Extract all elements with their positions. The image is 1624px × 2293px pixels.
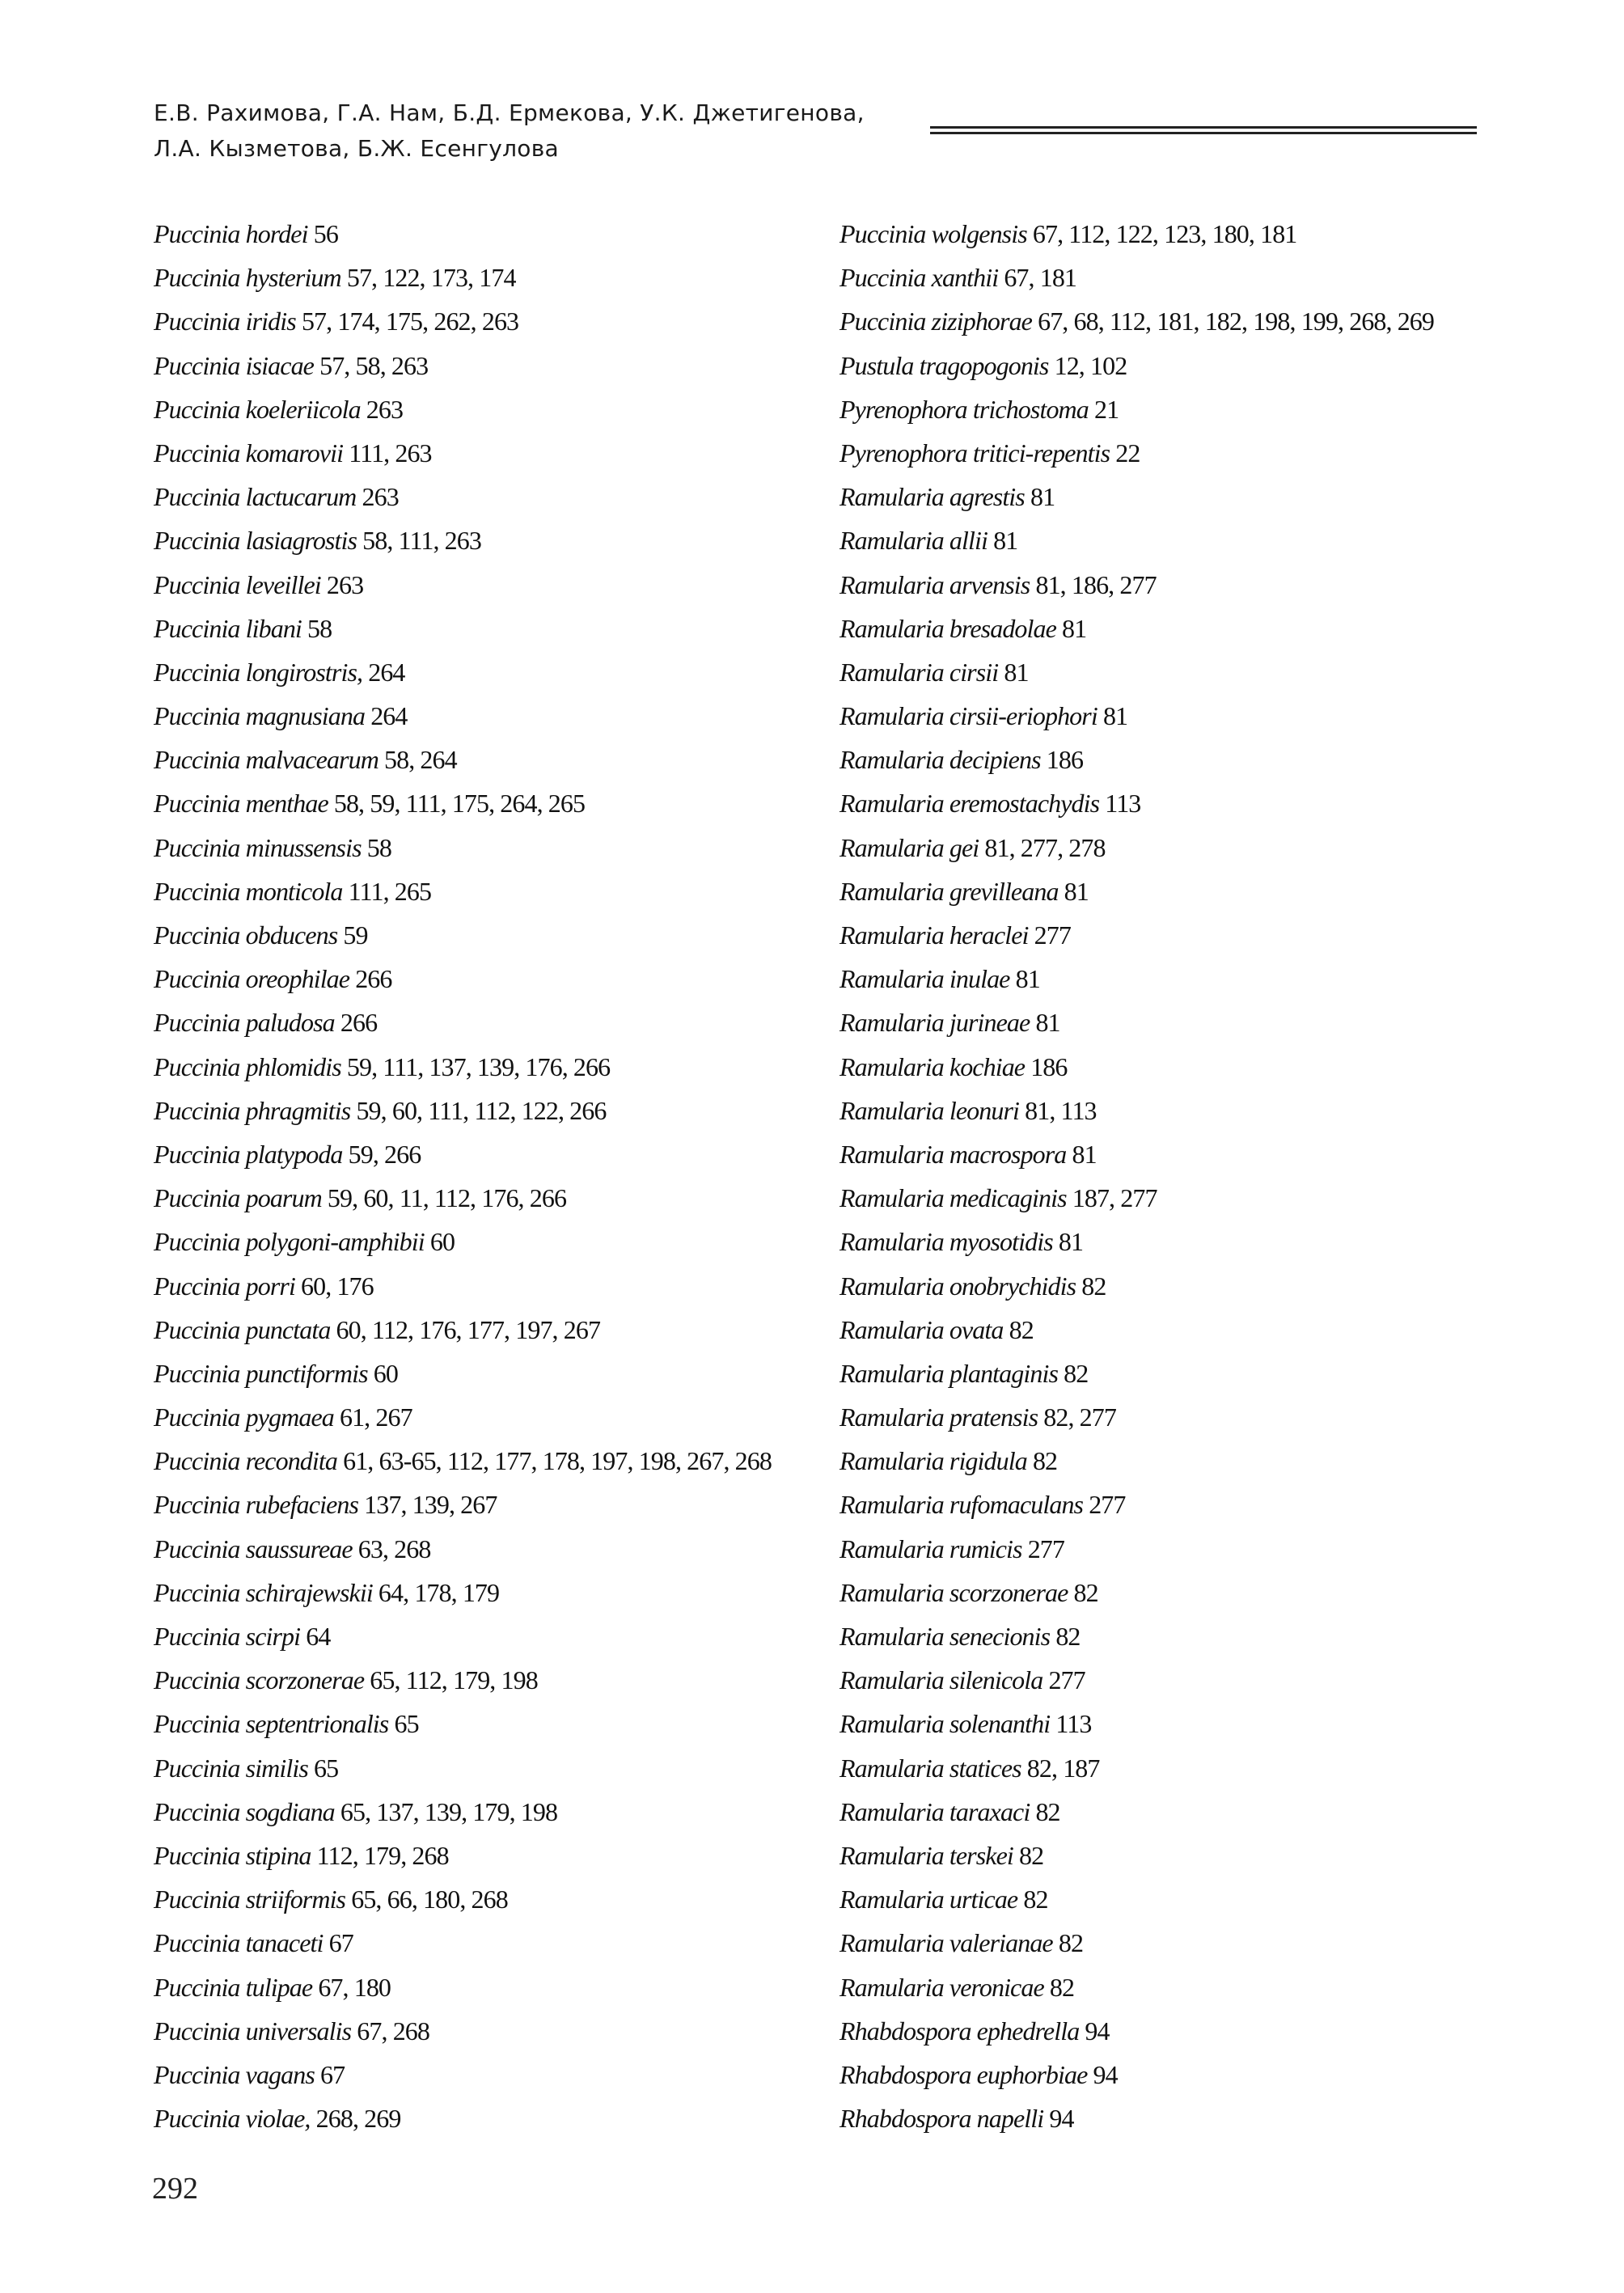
index-entry xyxy=(839,1439,1503,1483)
page-references: 111, 263 xyxy=(349,438,432,467)
species-name: Ramularia allii xyxy=(839,526,988,556)
page-references: 263 xyxy=(366,394,404,424)
index-entry xyxy=(839,431,1503,475)
page-references: 64, 178, 179 xyxy=(378,1577,500,1607)
index-entry xyxy=(154,1527,817,1571)
species-name: Puccinia iridis xyxy=(154,307,296,336)
index-entry xyxy=(839,2096,1503,2140)
page-references: 81 xyxy=(1072,1139,1097,1169)
index-entry xyxy=(154,518,817,562)
index-entry xyxy=(839,1483,1503,1526)
species-name: Ramularia agrestis xyxy=(839,482,1025,512)
species-name: Ramularia ovata xyxy=(839,1314,1004,1344)
index-entry xyxy=(154,387,817,431)
species-name: Ramularia solenanthi xyxy=(839,1709,1051,1739)
page-references: 57, 174, 175, 262, 263 xyxy=(301,307,519,336)
page-references: 58, 59, 111, 175, 264, 265 xyxy=(333,789,586,819)
page-references: 82, 277 xyxy=(1043,1402,1116,1432)
running-header xyxy=(154,95,922,167)
index-entry xyxy=(839,694,1503,738)
index-entry xyxy=(839,256,1503,299)
species-name: Ramularia silenicola xyxy=(839,1665,1043,1695)
page-references: 264 xyxy=(370,701,408,731)
index-entry xyxy=(154,607,817,650)
index-column-right xyxy=(839,212,1503,2140)
species-name: Puccinia leveillei xyxy=(154,569,321,599)
species-name: Ramularia urticae xyxy=(839,1885,1018,1914)
page-references: 82 xyxy=(1009,1314,1034,1344)
page-references: 65 xyxy=(314,1753,339,1783)
index-entry xyxy=(154,1746,817,1790)
species-name: Ramularia macrospora xyxy=(839,1139,1067,1169)
page-references: 65, 112, 179, 198 xyxy=(370,1665,538,1695)
index-entry xyxy=(154,1790,817,1834)
species-name: Ramularia cirsii-eriophori xyxy=(839,701,1097,731)
index-entry xyxy=(154,957,817,1001)
page-references: 264 xyxy=(368,657,405,687)
species-name: Puccinia menthae xyxy=(154,789,328,819)
index-entry xyxy=(839,344,1503,387)
index-entry xyxy=(839,1264,1503,1308)
index-entry xyxy=(839,518,1503,562)
index-entry xyxy=(154,431,817,475)
page-references: 82 xyxy=(1064,1358,1089,1388)
index-entry xyxy=(154,256,817,299)
species-name: Puccinia tanaceti xyxy=(154,1928,324,1958)
page-references: 58 xyxy=(307,613,332,643)
species-name: Puccinia phlomidis xyxy=(154,1051,341,1081)
page-references: 60, 176 xyxy=(301,1271,374,1301)
page-references: 60 xyxy=(429,1227,455,1257)
species-name: Puccinia saussureae xyxy=(154,1534,353,1563)
species-name: Puccinia striiformis xyxy=(154,1885,346,1914)
index-entry xyxy=(839,869,1503,913)
index-entry xyxy=(839,1045,1503,1089)
index-entry xyxy=(154,1308,817,1352)
page-references: 81, 186, 277 xyxy=(1035,569,1157,599)
page-references: 81 xyxy=(1004,657,1029,687)
index-entry xyxy=(154,1571,817,1614)
species-name: Puccinia obducens xyxy=(154,920,338,950)
species-name: Ramularia eremostachydis xyxy=(839,789,1100,819)
page-references: 60 xyxy=(373,1358,398,1388)
species-name: Ramularia bresadolae xyxy=(839,613,1056,643)
index-entry xyxy=(839,1089,1503,1132)
index-entry xyxy=(839,957,1503,1001)
page-references: 186 xyxy=(1030,1051,1068,1081)
index-entry xyxy=(154,1702,817,1745)
index-entry xyxy=(154,344,817,387)
index-entry xyxy=(839,826,1503,869)
index-entry xyxy=(839,1527,1503,1571)
species-name: Ramularia grevilleana xyxy=(839,876,1059,906)
species-name: Ramularia jurineae xyxy=(839,1008,1030,1038)
index-entry xyxy=(154,1176,817,1220)
species-name: Puccinia ziziphorae xyxy=(839,307,1032,336)
index-entry xyxy=(839,913,1503,957)
page-references: 112, 179, 268 xyxy=(316,1840,449,1870)
index-entry xyxy=(839,299,1503,343)
index-entry xyxy=(154,781,817,825)
index-entry xyxy=(154,1132,817,1176)
page-references: 81 xyxy=(1064,876,1089,906)
header-authors-line-2: Л.А. Кызметова, Б.Ж. Есенгулова xyxy=(154,135,559,162)
index-entry xyxy=(839,1877,1503,1921)
species-name: Puccinia universalis xyxy=(154,2016,352,2046)
index-entry xyxy=(154,2053,817,2096)
species-name: Ramularia senecionis xyxy=(839,1622,1051,1651)
index-entry xyxy=(154,475,817,518)
index-entry xyxy=(154,1921,817,1965)
page-references: 21 xyxy=(1093,394,1119,424)
species-name: Puccinia lactucarum xyxy=(154,482,357,512)
page-references: 67, 180 xyxy=(318,1972,391,2002)
page-references: 81 xyxy=(1015,964,1040,994)
species-name: Puccinia minussensis xyxy=(154,832,362,862)
species-name: Puccinia polygoni-amphibii xyxy=(154,1227,425,1257)
page-references: 82, 187 xyxy=(1026,1753,1100,1783)
species-name: Ramularia cirsii xyxy=(839,657,999,687)
page-references: 67, 268 xyxy=(357,2016,429,2046)
index-entry xyxy=(154,1614,817,1658)
index-entry xyxy=(839,1790,1503,1834)
index-entry xyxy=(839,781,1503,825)
page-references: 81, 277, 278 xyxy=(984,832,1106,862)
index-entry xyxy=(839,1352,1503,1395)
index-entry xyxy=(154,650,817,694)
species-name: Puccinia libani xyxy=(154,613,302,643)
index-entry xyxy=(839,650,1503,694)
species-name: Ramularia rufomaculans xyxy=(839,1490,1084,1520)
species-name: Ramularia inulae xyxy=(839,964,1010,994)
page-references: 82 xyxy=(1019,1840,1044,1870)
index-entry xyxy=(839,1834,1503,1877)
page-references: 277 xyxy=(1027,1534,1065,1563)
species-name: Ramularia veronicae xyxy=(839,1972,1044,2002)
index-entry xyxy=(154,563,817,607)
page-references: 59 xyxy=(343,920,368,950)
page-references: 67 xyxy=(320,2059,345,2089)
species-name: Puccinia monticola xyxy=(154,876,343,906)
species-name: Puccinia violae, xyxy=(154,2104,311,2134)
index-entry xyxy=(839,387,1503,431)
index-entry xyxy=(154,1089,817,1132)
page-references: 67, 181 xyxy=(1004,263,1077,293)
page-references: 65 xyxy=(394,1709,419,1739)
page-references: 94 xyxy=(1085,2016,1110,2046)
page-references: 12, 102 xyxy=(1054,350,1127,380)
species-name: Ramularia terskei xyxy=(839,1840,1013,1870)
species-name: Puccinia recondita xyxy=(154,1446,337,1476)
index-entry xyxy=(154,1965,817,2009)
page-number: 292 xyxy=(152,2172,198,2206)
page-references: 82 xyxy=(1023,1885,1048,1914)
page-references: 82 xyxy=(1032,1446,1058,1476)
page-references: 113 xyxy=(1105,789,1141,819)
page-references: 61, 63-65, 112, 177, 178, 197, 198, 267, 268 xyxy=(343,1446,772,1476)
species-name: Pustula tragopogonis xyxy=(839,350,1049,380)
species-name: Puccinia isiacae xyxy=(154,350,314,380)
index-entry xyxy=(839,2053,1503,2096)
species-name: Ramularia heraclei xyxy=(839,920,1029,950)
species-name: Puccinia tulipae xyxy=(154,1972,313,2002)
page-references: 65, 66, 180, 268 xyxy=(351,1885,508,1914)
page-references: 82 xyxy=(1049,1972,1075,2002)
page-references: 263 xyxy=(362,482,399,512)
page-references: 59, 266 xyxy=(348,1139,421,1169)
index-entry xyxy=(839,1746,1503,1790)
page-references: 137, 139, 267 xyxy=(364,1490,497,1520)
species-name: Puccinia schirajewskii xyxy=(154,1577,373,1607)
page-references: 61, 267 xyxy=(339,1402,412,1432)
index-entry xyxy=(154,694,817,738)
page-references: 94 xyxy=(1049,2104,1074,2134)
index-entry xyxy=(839,1965,1503,2009)
species-name: Pyrenophora tritici-repentis xyxy=(839,438,1110,467)
species-name: Puccinia malvacearum xyxy=(154,745,379,775)
species-name: Puccinia scirpi xyxy=(154,1622,301,1651)
species-name: Ramularia arvensis xyxy=(839,569,1030,599)
index-entry xyxy=(839,738,1503,781)
species-name: Puccinia magnusiana xyxy=(154,701,366,731)
species-name: Puccinia hordei xyxy=(154,219,308,248)
page-references: 81 xyxy=(1102,701,1128,731)
species-name: Rhabdospora ephedrella xyxy=(839,2016,1080,2046)
index-entry xyxy=(839,475,1503,518)
species-name: Puccinia komarovii xyxy=(154,438,344,467)
header-double-rule xyxy=(930,126,1477,129)
species-name: Ramularia decipiens xyxy=(839,745,1041,775)
page-references: 67, 112, 122, 123, 180, 181 xyxy=(1032,219,1297,248)
page-references: 113 xyxy=(1055,1709,1092,1739)
index-entry xyxy=(154,913,817,957)
page-references: 58, 264 xyxy=(384,745,457,775)
index-entry xyxy=(839,1395,1503,1439)
species-name: Ramularia rigidula xyxy=(839,1446,1027,1476)
species-name: Puccinia oreophilae xyxy=(154,964,350,994)
page-references: 56 xyxy=(313,219,338,248)
species-name: Ramularia plantaginis xyxy=(839,1358,1059,1388)
index-entry xyxy=(839,1001,1503,1044)
species-name: Ramularia leonuri xyxy=(839,1095,1020,1125)
page-references: 67, 68, 112, 181, 182, 198, 199, 268, 269 xyxy=(1038,307,1435,336)
index-column-left xyxy=(154,212,817,2140)
page-references: 81, 113 xyxy=(1025,1095,1097,1125)
index-entry xyxy=(154,1658,817,1702)
index-entry xyxy=(839,1702,1503,1745)
page-references: 65, 137, 139, 179, 198 xyxy=(340,1796,558,1826)
index-entry xyxy=(154,2009,817,2053)
species-name: Ramularia scorzonerae xyxy=(839,1577,1068,1607)
species-name: Puccinia stipina xyxy=(154,1840,311,1870)
species-name: Ramularia medicaginis xyxy=(839,1183,1067,1213)
index-entry xyxy=(154,299,817,343)
index-entry xyxy=(154,1877,817,1921)
species-name: Puccinia scorzonerae xyxy=(154,1665,365,1695)
species-name: Puccinia porri xyxy=(154,1271,295,1301)
species-name: Puccinia platypoda xyxy=(154,1139,343,1169)
page-references: 82 xyxy=(1081,1271,1106,1301)
index-entry xyxy=(839,1220,1503,1263)
species-name: Rhabdospora napelli xyxy=(839,2104,1044,2134)
page-references: 60, 112, 176, 177, 197, 267 xyxy=(336,1314,601,1344)
species-name: Pyrenophora trichostoma xyxy=(839,394,1089,424)
species-name: Puccinia xanthii xyxy=(839,263,999,293)
page-references: 81 xyxy=(993,526,1018,556)
species-name: Ramularia valerianae xyxy=(839,1928,1053,1958)
index-entry xyxy=(839,1571,1503,1614)
species-name: Rhabdospora euphorbiae xyxy=(839,2059,1088,2089)
species-name: Puccinia wolgensis xyxy=(839,219,1027,248)
page-references: 111, 265 xyxy=(348,876,432,906)
species-name: Puccinia similis xyxy=(154,1753,308,1783)
species-name: Puccinia longirostris, xyxy=(154,657,363,687)
species-name: Puccinia punctiformis xyxy=(154,1358,368,1388)
page-references: 64 xyxy=(306,1622,331,1651)
index-entry xyxy=(839,1176,1503,1220)
species-name: Puccinia koeleriicola xyxy=(154,394,361,424)
species-name: Puccinia sogdiana xyxy=(154,1796,335,1826)
index-entry xyxy=(839,1132,1503,1176)
index-entry xyxy=(839,1921,1503,1965)
species-name: Puccinia pygmaea xyxy=(154,1402,334,1432)
page-references: 59, 60, 111, 112, 122, 266 xyxy=(356,1095,607,1125)
page-references: 266 xyxy=(340,1008,378,1038)
page-references: 67 xyxy=(328,1928,353,1958)
species-name: Ramularia pratensis xyxy=(839,1402,1038,1432)
index-entry xyxy=(154,212,817,256)
page-references: 82 xyxy=(1073,1577,1098,1607)
page-references: 57, 58, 263 xyxy=(319,350,429,380)
index-entry xyxy=(154,1001,817,1044)
species-name: Ramularia gei xyxy=(839,832,979,862)
species-name: Ramularia rumicis xyxy=(839,1534,1022,1563)
index-entry xyxy=(154,1834,817,1877)
species-name: Puccinia lasiagrostis xyxy=(154,526,357,556)
page-references: 186 xyxy=(1046,745,1084,775)
page-references: 63, 268 xyxy=(357,1534,431,1563)
page-references: 81 xyxy=(1062,613,1087,643)
index-entry xyxy=(154,869,817,913)
page-references: 187, 277 xyxy=(1072,1183,1157,1213)
index-entry xyxy=(154,1352,817,1395)
page-references: 268, 269 xyxy=(315,2104,401,2134)
index-entry xyxy=(154,1045,817,1089)
header-authors-line-1: Е.В. Рахимова, Г.А. Нам, Б.Д. Ермекова, У.К. Джетигенова, xyxy=(154,99,865,126)
index-entry xyxy=(154,1220,817,1263)
index-entry xyxy=(154,1439,817,1483)
page-references: 82 xyxy=(1035,1796,1060,1826)
page-references: 58, 111, 263 xyxy=(362,526,481,556)
page-references: 59, 111, 137, 139, 176, 266 xyxy=(346,1051,611,1081)
page-references: 59, 60, 11, 112, 176, 266 xyxy=(327,1183,567,1213)
page-references: 94 xyxy=(1093,2059,1118,2089)
species-name: Puccinia punctata xyxy=(154,1314,331,1344)
species-name: Ramularia statices xyxy=(839,1753,1021,1783)
page-references: 277 xyxy=(1089,1490,1126,1520)
species-name: Puccinia rubefaciens xyxy=(154,1490,359,1520)
species-name: Puccinia vagans xyxy=(154,2059,315,2089)
index-entry xyxy=(839,2009,1503,2053)
index-entry xyxy=(839,563,1503,607)
page-references: 263 xyxy=(326,569,364,599)
index-entry xyxy=(154,1395,817,1439)
page-references: 277 xyxy=(1034,920,1071,950)
species-name: Puccinia poarum xyxy=(154,1183,322,1213)
species-name: Ramularia myosotidis xyxy=(839,1227,1053,1257)
index-entry xyxy=(154,1483,817,1526)
index-entry xyxy=(154,2096,817,2140)
page-references: 82 xyxy=(1055,1622,1081,1651)
index-entry xyxy=(839,212,1503,256)
species-name: Puccinia phragmitis xyxy=(154,1095,351,1125)
page-references: 57, 122, 173, 174 xyxy=(346,263,516,293)
index-entry xyxy=(839,1658,1503,1702)
page-references: 81 xyxy=(1030,482,1055,512)
index-entry xyxy=(839,607,1503,650)
page-references: 277 xyxy=(1048,1665,1085,1695)
species-name: Ramularia taraxaci xyxy=(839,1796,1030,1826)
page-references: 82 xyxy=(1058,1928,1084,1958)
page-references: 58 xyxy=(366,832,391,862)
index-entry xyxy=(154,826,817,869)
page-references: 81 xyxy=(1058,1227,1084,1257)
species-name: Puccinia septentrionalis xyxy=(154,1709,389,1739)
species-name: Ramularia kochiae xyxy=(839,1051,1026,1081)
species-name: Ramularia onobrychidis xyxy=(839,1271,1076,1301)
page-references: 81 xyxy=(1035,1008,1060,1038)
index-entry xyxy=(154,1264,817,1308)
species-name: Puccinia paludosa xyxy=(154,1008,335,1038)
page-references: 266 xyxy=(355,964,392,994)
index-entry xyxy=(154,738,817,781)
index-entry xyxy=(839,1308,1503,1352)
page-references: 22 xyxy=(1115,438,1140,467)
index-entry xyxy=(839,1614,1503,1658)
species-name: Puccinia hysterium xyxy=(154,263,341,293)
